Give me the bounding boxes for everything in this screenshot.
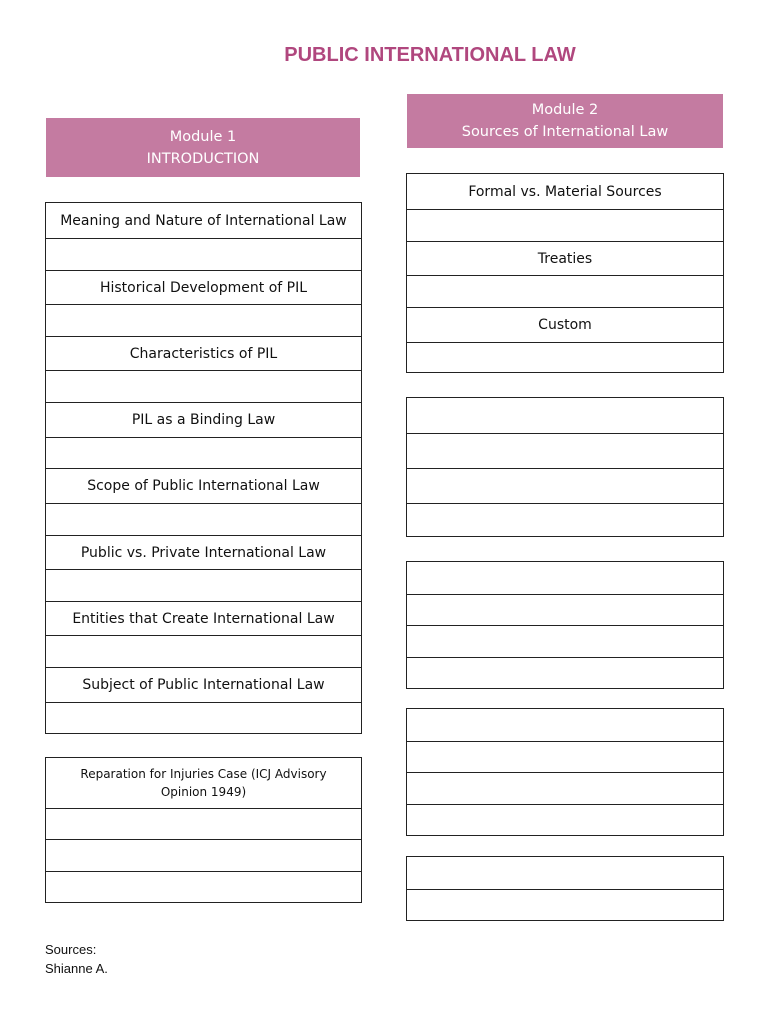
module2-blank-table: [406, 561, 724, 689]
notes-cell[interactable]: [407, 398, 723, 433]
module2-header: [407, 94, 723, 148]
topic-cell: Public vs. Private International Law: [46, 535, 361, 569]
notes-cell[interactable]: [46, 370, 361, 402]
sources-footer: [45, 940, 108, 978]
notes-cell[interactable]: [46, 839, 361, 871]
module1-header: [46, 118, 360, 177]
topic-cell: Custom: [407, 307, 723, 342]
notes-cell[interactable]: [407, 209, 723, 241]
notes-cell[interactable]: [407, 772, 723, 804]
notes-cell[interactable]: [407, 594, 723, 625]
notes-cell[interactable]: [46, 238, 361, 270]
case-cell: Reparation for Injuries Case (ICJ Advisory Opinion 1949): [80, 767, 327, 799]
module2-blank-table: [406, 397, 724, 537]
notes-cell[interactable]: [407, 741, 723, 772]
module1-number: Module 1: [169, 128, 237, 145]
module1-case-table: [45, 757, 362, 903]
topic-cell: Historical Development of PIL: [46, 270, 361, 304]
notes-cell[interactable]: [46, 304, 361, 336]
notes-cell[interactable]: [407, 468, 723, 503]
notes-cell[interactable]: [407, 342, 723, 373]
module1-topics-table: [45, 202, 362, 734]
notes-cell[interactable]: [46, 503, 361, 535]
notes-cell[interactable]: [407, 562, 723, 594]
module2-topics-table: [406, 173, 724, 373]
notes-cell[interactable]: [407, 804, 723, 835]
notes-cell[interactable]: [46, 871, 361, 902]
notes-cell[interactable]: [407, 857, 723, 889]
topic-cell: Treaties: [407, 241, 723, 275]
sources-label: Sources:: [45, 942, 97, 957]
notes-cell[interactable]: [407, 889, 723, 920]
topic-cell: Subject of Public International Law: [46, 667, 361, 702]
module1-title: INTRODUCTION: [146, 150, 260, 167]
topic-cell: Scope of Public International Law: [46, 468, 361, 503]
notes-cell[interactable]: [407, 709, 723, 741]
notes-cell[interactable]: [407, 625, 723, 657]
notes-cell[interactable]: [407, 657, 723, 688]
topic-cell: Characteristics of PIL: [46, 336, 361, 370]
module2-title: Sources of International Law: [461, 124, 669, 140]
module2-blank-table: [406, 708, 724, 836]
topic-cell: Meaning and Nature of International Law: [60, 212, 347, 229]
topic-cell: PIL as a Binding Law: [46, 402, 361, 437]
notes-cell[interactable]: [46, 808, 361, 839]
author-name: Shianne A.: [45, 961, 108, 976]
notes-cell[interactable]: [407, 433, 723, 468]
module2-number: Module 2: [531, 102, 599, 118]
module2-blank-table: [406, 856, 724, 921]
notes-cell[interactable]: [407, 503, 723, 536]
topic-cell: Entities that Create International Law: [46, 601, 361, 635]
topic-cell: Formal vs. Material Sources: [468, 183, 662, 200]
notes-cell[interactable]: [46, 635, 361, 667]
page-title: PUBLIC INTERNATIONAL LAW: [284, 44, 576, 66]
notes-cell[interactable]: [46, 702, 361, 733]
notes-cell[interactable]: [46, 437, 361, 468]
notes-cell[interactable]: [46, 569, 361, 601]
notes-cell[interactable]: [407, 275, 723, 307]
